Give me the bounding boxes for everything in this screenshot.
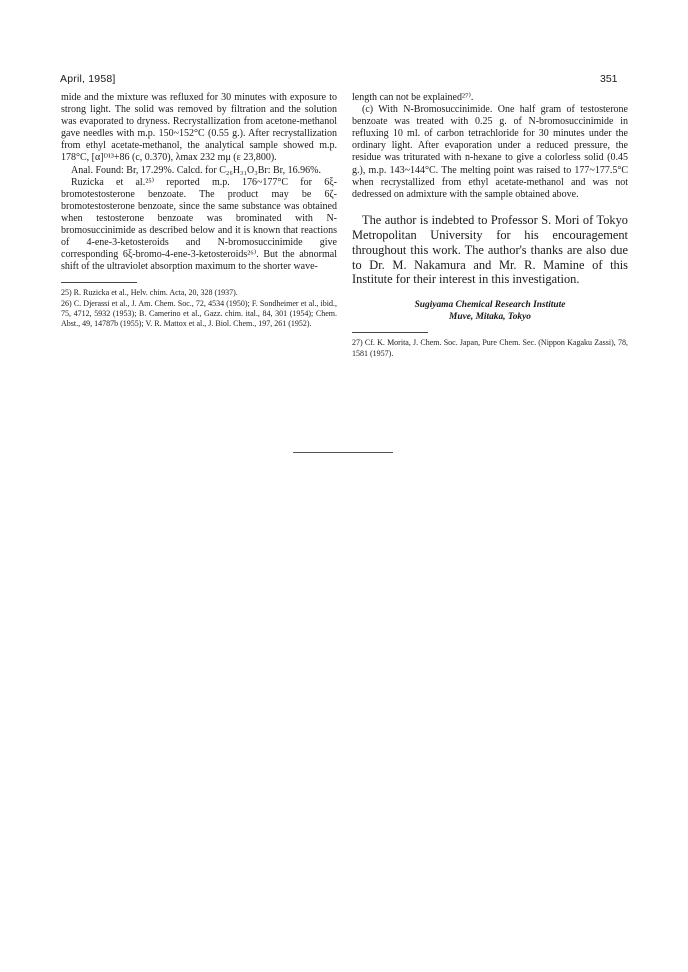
left-column xyxy=(61,92,337,330)
body-paragraph: length can not be explained²⁷⁾. xyxy=(352,92,474,103)
acknowledgement: The author is indebted to Professor S. Mori of Tokyo Metropolitan University for his encouragement throughout this work. The author's thanks are also due to Dr. M. Nakamura and Mr. R. Mamine of this Institute for their interest in this investigation. xyxy=(352,212,628,287)
running-header-date: April, 1958] xyxy=(60,73,116,85)
footnote-rule xyxy=(61,282,137,283)
end-rule xyxy=(293,452,393,453)
footnote-rule xyxy=(352,332,428,333)
affiliation-address: Muve, Mitaka, Tokyo xyxy=(449,312,531,323)
affiliation xyxy=(352,299,628,323)
affiliation-institute: Sugiyama Chemical Research Institute xyxy=(414,300,566,311)
method-paragraph: (c) With N-Bromosuccinimide. One half gram of testosterone benzoate was treated with 0.25 g. of N-bromosuccinimide in refluxing 10 ml. of carbon tetrachloride for 30 minutes under the ordinary light. After evaporation under a reduced pressure, the residue was triturated with n-hexane to give a colorless solid (0.45 g.), m.p. 143~144°C. The melting point was raised to 177~177.5°C when recrystallized from ethyl acetate-methanol and was not dedressed on admixture with the sample obtained above. xyxy=(352,104,628,200)
page-number: 351 xyxy=(600,73,618,85)
footnote: 25) R. Ruzicka et al., Helv. chim. Acta, 20, 328 (1937). xyxy=(61,288,238,298)
analysis-paragraph: Anal. Found: Br, 17.29%. Calcd. for C₂₆H₃₁O₃Br: Br, 16.96%. xyxy=(71,164,321,176)
body-paragraph: Ruzicka et al.²⁵⁾ reported m.p. 176~177°C for 6ξ-bromotestosterone benzoate. The product may be 6ζ-bromotestosterone benzoate, since the same substance was obtained when testosterone benzoate was brominated with N-bromosuccinimide as described below and it is known that reactions of 4-ene-3-ketosteroids and N-bromosuccinimide give corresponding 6ξ-bromo-4-ene-3-ketosteroids²⁶⁾. But the abnormal shift of the ultraviolet absorption maximum to the shorter wave- xyxy=(61,176,337,273)
right-column xyxy=(352,92,628,359)
body-paragraph: mide and the mixture was refluxed for 30 minutes with exposure to strong light. The solid was removed by filtration and the solution was evaporated to dryness. Recrystallization from acetone-methanol gave needles with m.p. 150~152°C (0.55 g.). After recrystallization from ethyl acetate-methanol, the analytical sample showed m.p. 178°C, [α]ᴰ¹³+86 (c, 0.370), λmax 232 mμ (ε 23,800). xyxy=(61,92,337,164)
footnote: 27) Cf. K. Morita, J. Chem. Soc. Japan, Pure Chem. Sec. (Nippon Kagaku Zassi), 78, 1581 (1957). xyxy=(352,338,628,358)
footnote: 26) C. Djerassi et al., J. Am. Chem. Soc., 72, 4534 (1950); F. Sondheimer et al., ibid., 75, 4712, 5932 (1953); B. Camerino et al., Gazz. chim. ital., 84, 301 (1954); Chem. Abst., 49, 14787b (1955); V. R. Mattox et al., J. Biol. Chem., 197, 261 (1952). xyxy=(61,298,337,329)
